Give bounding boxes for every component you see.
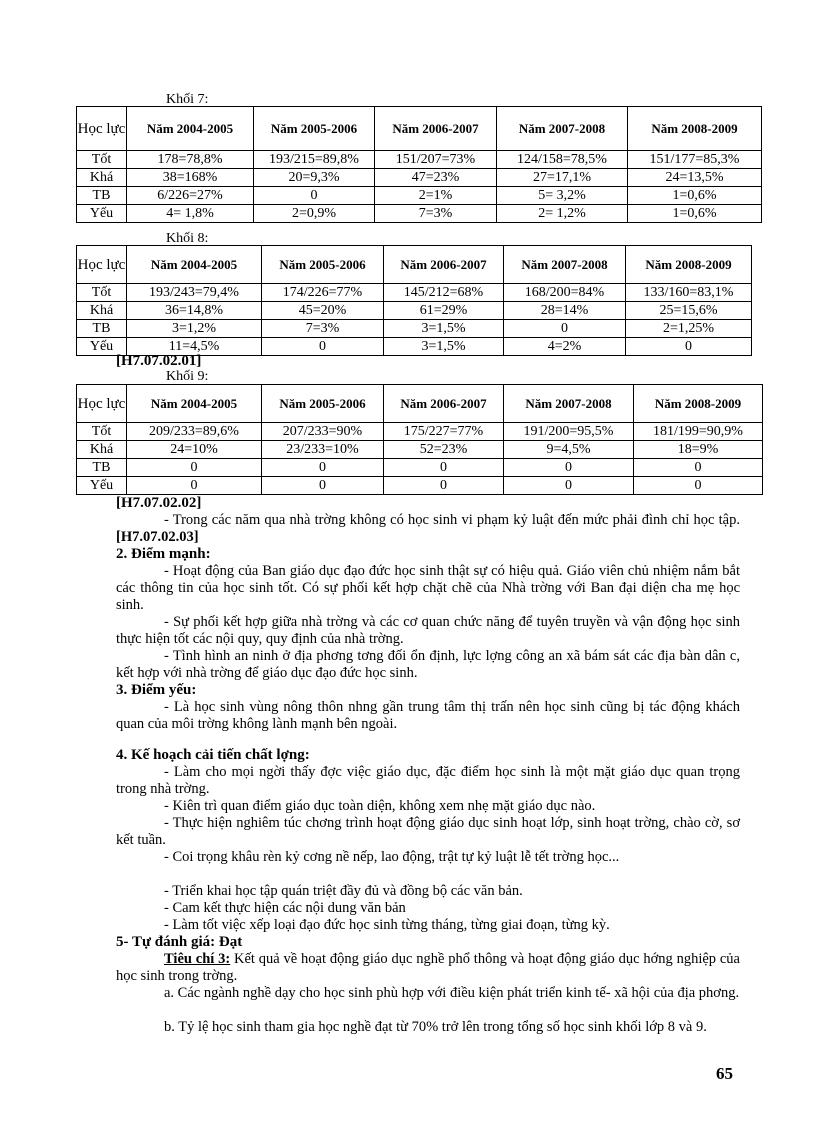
table-cell: 209/233=89,6% (127, 423, 262, 441)
year-header: Năm 2006-2007 (375, 107, 497, 151)
year-header: Năm 2008-2009 (634, 385, 763, 423)
heading-self-evaluation: 5- Tự đánh giá: Đạt (116, 934, 243, 950)
table-row (77, 302, 752, 320)
row-label: Yếu (77, 338, 127, 356)
table-row (77, 284, 752, 302)
heading-weaknesses: 3. Điểm yếu: (116, 682, 197, 698)
table-cell: 7=3% (375, 205, 497, 223)
paragraph-discipline: - Trong các năm qua nhà trờng không có học sinh vi phạm kỷ luật đến mức phải đình chỉ học tập. [H7.07.02.03] (116, 512, 740, 545)
table-cell: 193/215=89,8% (254, 151, 375, 169)
table-cell: 47=23% (375, 169, 497, 187)
table-cell: 0 (262, 459, 384, 477)
table-khoi-7 (76, 106, 762, 223)
table-cell: 36=14,8% (127, 302, 262, 320)
table-row (77, 477, 763, 495)
row-label: Tốt (77, 423, 127, 441)
plan-item: - Cam kết thực hiện các nội dung văn bản (164, 900, 406, 916)
table-cell: 174/226=77% (262, 284, 384, 302)
table-cell: 61=29% (384, 302, 504, 320)
table-cell: 24=10% (127, 441, 262, 459)
evidence-ref: [H7.07.02.03] (116, 529, 199, 545)
criterion-item-b: b. Tỷ lệ học sinh tham gia học nghề đạt từ 70% trở lên trong tổng số học sinh khối lớp 8 và 9. (164, 1019, 707, 1035)
table-cell: 0 (634, 477, 763, 495)
table-cell: 191/200=95,5% (504, 423, 634, 441)
table-cell: 181/199=90,9% (634, 423, 763, 441)
year-header: Năm 2007-2008 (504, 385, 634, 423)
table-cell: 0 (384, 459, 504, 477)
table-khoi-8 (76, 245, 752, 356)
table-cell: 133/160=83,1% (626, 284, 752, 302)
table-cell: 4= 1,8% (127, 205, 254, 223)
table-cell: 6/226=27% (127, 187, 254, 205)
table-cell: 4=2% (504, 338, 626, 356)
table-cell: 11=4,5% (127, 338, 262, 356)
table-caption-khoi-7: Khối 7: (166, 92, 209, 107)
table-cell: 45=20% (262, 302, 384, 320)
header-hoc-luc: Học lực (77, 107, 127, 151)
row-label: Khá (77, 441, 127, 459)
table-cell: 38=168% (127, 169, 254, 187)
row-label: Tốt (77, 151, 127, 169)
table-cell: 178=78,8% (127, 151, 254, 169)
year-header: Năm 2007-2008 (504, 246, 626, 284)
table-cell: 3=1,5% (384, 338, 504, 356)
table-cell: 0 (262, 338, 384, 356)
table-cell: 0 (504, 459, 634, 477)
paragraph-weakness-1: - Là học sinh vùng nông thôn nhng gần trung tâm thị trấn nên học sinh cũng bị tác động khách quan của môi trờng không lành mạnh bên ngoài. (116, 699, 740, 732)
table-cell: 23/233=10% (262, 441, 384, 459)
table-khoi-9 (76, 384, 763, 495)
table-cell: 7=3% (262, 320, 384, 338)
table-cell: 24=13,5% (628, 169, 762, 187)
table-row (77, 459, 763, 477)
year-header: Năm 2004-2005 (127, 246, 262, 284)
table-cell: 3=1,5% (384, 320, 504, 338)
paragraph-strength-1: - Hoạt động của Ban giáo dục đạo đức học sinh thật sự có hiệu quả. Giáo viên chủ nhiệm nắm bắt các thông tin của học sinh tốt. Có sự phối kết hợp chặt chẽ của Nhà trờng với Ban đại diện cha mẹ học sinh. (116, 563, 740, 613)
row-label: TB (77, 320, 127, 338)
table-cell: 0 (626, 338, 752, 356)
table-row (77, 320, 752, 338)
table-cell: 18=9% (634, 441, 763, 459)
year-header: Năm 2004-2005 (127, 107, 254, 151)
year-header: Năm 2008-2009 (628, 107, 762, 151)
table-cell: 0 (384, 477, 504, 495)
plan-item: - Kiên trì quan điểm giáo dục toàn diện, không xem nhẹ mặt giáo dục nào. (164, 798, 596, 814)
table-cell: 20=9,3% (254, 169, 375, 187)
table-cell: 0 (634, 459, 763, 477)
plan-item: - Làm cho mọi ngời thấy đợc việc giáo dục, đặc điểm học sinh là một mặt giáo dục quan trọng trong nhà trờng. (116, 764, 740, 797)
page-number: 65 (716, 1064, 733, 1083)
table-cell: 2=1% (375, 187, 497, 205)
header-hoc-luc: Học lực (77, 246, 127, 284)
table-cell: 151/177=85,3% (628, 151, 762, 169)
row-label: Yếu (77, 205, 127, 223)
heading-improvement-plan: 4. Kế hoạch cải tiến chất lợng: (116, 747, 310, 763)
table-cell: 9=4,5% (504, 441, 634, 459)
plan-item: - Coi trọng khâu rèn kỷ cơng nề nếp, lao động, trật tự kỷ luật lễ tết trờng học... (164, 849, 620, 865)
table-cell: 0 (504, 320, 626, 338)
table-cell: 0 (504, 477, 634, 495)
table-row (77, 423, 763, 441)
table-cell: 0 (127, 459, 262, 477)
year-header: Năm 2005-2006 (262, 385, 384, 423)
table-cell: 2=1,25% (626, 320, 752, 338)
criterion-label: Tiêu chí 3: (164, 951, 231, 967)
table-cell: 52=23% (384, 441, 504, 459)
table-cell: 1=0,6% (628, 205, 762, 223)
year-header: Năm 2006-2007 (384, 385, 504, 423)
table-cell: 193/243=79,4% (127, 284, 262, 302)
row-label: Tốt (77, 284, 127, 302)
row-label: TB (77, 187, 127, 205)
year-header: Năm 2005-2006 (262, 246, 384, 284)
table-cell: 1=0,6% (628, 187, 762, 205)
year-header: Năm 2008-2009 (626, 246, 752, 284)
table-row (77, 169, 762, 187)
paragraph-strength-2: - Sự phối kết hợp giữa nhà trờng và các cơ quan chức năng để tuyên truyền và vận động học sinh thực hiện tốt các nội quy, quy định của nhà trờng. (116, 614, 740, 647)
heading-strengths: 2. Điểm mạnh: (116, 546, 211, 562)
table-cell: 28=14% (504, 302, 626, 320)
table-cell: 2=0,9% (254, 205, 375, 223)
table-cell: 145/212=68% (384, 284, 504, 302)
table-cell: 0 (262, 477, 384, 495)
table-cell: 168/200=84% (504, 284, 626, 302)
evidence-ref: [H7.07.02.01] (116, 353, 202, 369)
plan-item: - Triển khai học tập quán triệt đầy đủ và đồng bộ các văn bản. (164, 883, 523, 899)
table-row (77, 205, 762, 223)
criterion-item-a: a. Các ngành nghề dạy cho học sinh phù hợp với điều kiện phát triển kinh tế- xã hội của địa phơng. (164, 985, 740, 1001)
year-header: Năm 2004-2005 (127, 385, 262, 423)
table-cell: 124/158=78,5% (497, 151, 628, 169)
table-cell: 175/227=77% (384, 423, 504, 441)
table-cell: 207/233=90% (262, 423, 384, 441)
year-header: Năm 2006-2007 (384, 246, 504, 284)
table-cell: 0 (127, 477, 262, 495)
year-header: Năm 2005-2006 (254, 107, 375, 151)
table-cell: 151/207=73% (375, 151, 497, 169)
row-label: Khá (77, 302, 127, 320)
row-label: Yếu (77, 477, 127, 495)
table-caption-khoi-9: Khối 9: (166, 369, 209, 384)
plan-item: - Thực hiện nghiêm túc chơng trình hoạt động giáo dục sinh hoạt lớp, sinh hoạt trờng, chào cờ, sơ kết tuần. (116, 815, 740, 848)
table-cell: 5= 3,2% (497, 187, 628, 205)
table-cell: 0 (254, 187, 375, 205)
table-cell: 27=17,1% (497, 169, 628, 187)
header-hoc-luc: Học lực (77, 385, 127, 423)
paragraph-strength-3: - Tình hình an ninh ở địa phơng tơng đối ổn định, lực lợng công an xã bám sát các địa bàn dân c, kết hợp với nhà trờng để giáo dục đạo đức học sinh. (116, 648, 740, 681)
evidence-ref: [H7.07.02.02] (116, 495, 202, 511)
table-caption-khoi-8: Khối 8: (166, 231, 209, 246)
table-row (77, 441, 763, 459)
row-label: Khá (77, 169, 127, 187)
table-cell: 2= 1,2% (497, 205, 628, 223)
table-row (77, 187, 762, 205)
criterion-3: Tiêu chí 3: Kết quả về hoạt động giáo dục nghề phổ thông và hoạt động giáo dục hớng nghiệp của học sinh trong trờng. (116, 951, 740, 984)
plan-item: - Làm tốt việc xếp loại đạo đức học sinh từng tháng, từng giai đoạn, từng kỳ. (164, 917, 610, 933)
table-cell: 3=1,2% (127, 320, 262, 338)
table-cell: 25=15,6% (626, 302, 752, 320)
row-label: TB (77, 459, 127, 477)
year-header: Năm 2007-2008 (497, 107, 628, 151)
table-row (77, 151, 762, 169)
